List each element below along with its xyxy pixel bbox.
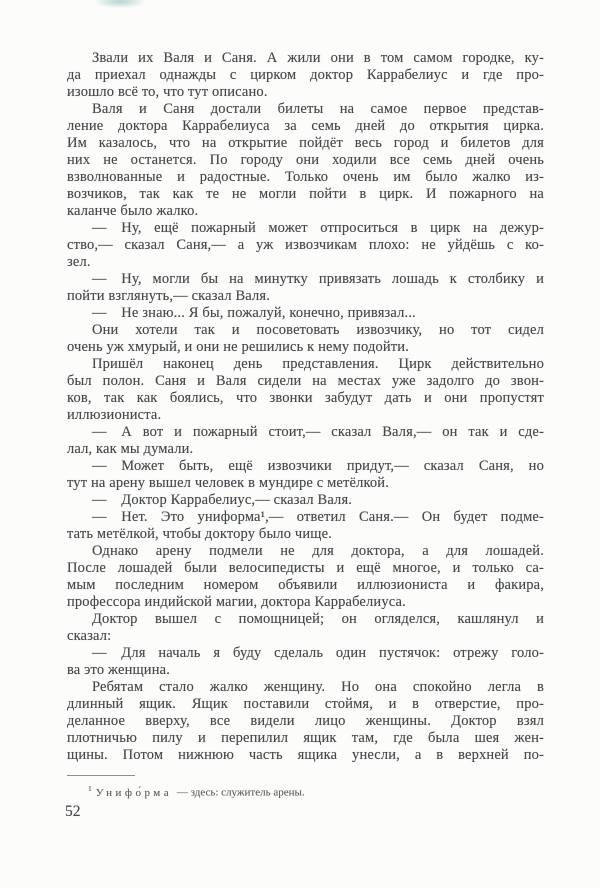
text-line: да приехал однажды с цирком доктор Каррабелиус и где про- xyxy=(67,67,544,83)
text-line: — Нет. Это униформа¹,— ответил Саня.— Он будет подме- xyxy=(92,509,544,525)
text-line: Они хотели так и посоветовать извозчику, но тот сидел xyxy=(92,322,544,338)
footnote-marker: 1 xyxy=(88,784,92,793)
text-line: — Может быть, ещё извозчики придут,— сказал Саня, но xyxy=(92,458,544,474)
text-line: — Не знаю... Я бы, пожалуй, конечно, привязал... xyxy=(92,305,416,321)
text-line: Пришёл наконец день представления. Цирк действительно xyxy=(92,356,544,372)
text-line: мым последним номером объявили иллюзиониста и факира, xyxy=(67,577,544,593)
text-line: лал, как мы думали. xyxy=(67,441,194,457)
text-line: После лошадей были велосипедисты и ещё многое, и только са- xyxy=(67,560,544,576)
text-line: ва это женщина. xyxy=(67,662,170,678)
text-line: иллюзиониста. xyxy=(67,407,162,423)
text-line: взволнованные и радостные. Только очень им было жалко из- xyxy=(67,169,544,185)
text-line: — Для началь я буду сделаль один пустячок: отрежу голо- xyxy=(92,645,544,661)
text-line: Доктор вышел с помощницей; он огляделся, кашлянул и xyxy=(92,611,544,627)
text-line: деланное вверху, все видели лицо женщины. Доктор взял xyxy=(67,713,544,729)
text-line: очень уж хмурый, и они не решились к нему подойти. xyxy=(67,339,409,355)
text-line: профессора индийской магии, доктора Каррабелиуса. xyxy=(67,594,406,610)
text-line: них не останется. По городу они ходили все семь дней очень xyxy=(67,152,544,168)
text-line: плотничью пилу и перепилил ящик там, где была шея жен- xyxy=(67,730,544,746)
text-line: ление доктора Каррабелиуса за семь дней до открытия цирка. xyxy=(67,118,544,134)
text-line: Однако арену подмели не для доктора, а для лошадей. xyxy=(92,543,544,559)
text-line: — Доктор Каррабелиус,— сказал Валя. xyxy=(92,492,353,508)
text-line: Ребятам стало жалко женщину. Но она спокойно легла в xyxy=(92,679,544,695)
text-line: Звали их Валя и Саня. А жили они в том самом городке, ку- xyxy=(92,50,544,66)
footnote-term: Унифо́рма xyxy=(95,786,173,799)
text-line: тут на арену вышел человек в мундире с метёлкой. xyxy=(67,475,389,491)
scan-smudge-artifact xyxy=(94,0,146,8)
text-line: длинный ящик. Ящик поставили стоймя, и в отверстие, про- xyxy=(67,696,544,712)
footnote-definition: — здесь: служитель арены. xyxy=(176,786,305,799)
text-line: сказал: xyxy=(67,628,112,644)
text-line: изошло всё то, что тут описано. xyxy=(67,84,268,100)
text-line: Им казалось, что на открытие пойдёт весь город и билетов для xyxy=(67,135,544,151)
text-line: — Ну, ещё пожарный может отпроситься в цирк на дежур- xyxy=(92,220,544,236)
text-line: — Ну, могли бы на минутку привязать лошадь к столбику и xyxy=(92,271,544,287)
text-line: щины. Потом нижнюю часть ящика унесли, а в верхней по- xyxy=(67,747,544,763)
text-line: зел. xyxy=(67,254,91,270)
text-line: каланче было жалко. xyxy=(67,203,199,219)
text-line: — А вот и пожарный стоит,— сказал Валя,— он так и сде- xyxy=(92,424,544,440)
page-number: 52 xyxy=(65,803,81,820)
text-line: возчиков, так как те не могли пойти в цирк. И пожарного на xyxy=(67,186,544,202)
text-line: пойти взглянуть,— сказал Валя. xyxy=(67,288,271,304)
body-text xyxy=(67,50,544,764)
text-line: Валя и Саня достали билеты на самое первое представ- xyxy=(92,101,544,117)
text-line: тать метёлкой, чтобы доктору было чище. xyxy=(67,526,332,542)
text-line: ков, так как боялись, что звонки забудут дать и они пропустят xyxy=(67,390,544,406)
footnote-divider xyxy=(67,775,135,776)
text-line: был полон. Саня и Валя сидели на местах уже задолго до звон- xyxy=(67,373,544,389)
text-line: ство,— сказал Саня,— а уж извозчикам плохо: не уйдёшь с ко- xyxy=(67,237,544,253)
footnote xyxy=(88,782,305,800)
